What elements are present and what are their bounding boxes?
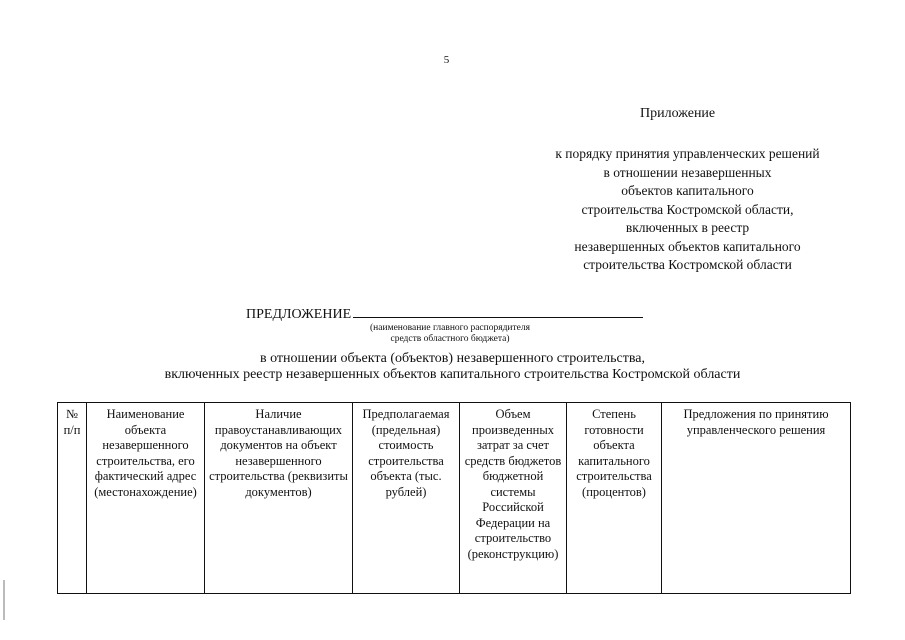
column-header-object-name: Наименование объекта незавершенного строительства, его фактический адрес (местонахождение)	[87, 403, 205, 594]
appendix-line: строительства Костромской области,	[581, 201, 794, 217]
page-number: 5	[443, 54, 450, 66]
fill-in-line	[353, 305, 643, 318]
appendix-line: в отношении незавершенных	[603, 164, 772, 180]
proposal-table	[57, 402, 851, 594]
proposal-heading: ПРЕДЛОЖЕНИЕ	[246, 307, 352, 322]
subtitle-line: в отношении объекта (объектов) незавершенного строительства,	[260, 351, 645, 366]
appendix-description	[500, 145, 875, 275]
appendix-title: Приложение	[640, 106, 716, 121]
table-header-row	[58, 403, 851, 594]
appendix-line: включенных в реестр	[625, 220, 750, 235]
subtitle-line: включенных реестр незавершенных объектов капитального строительства Костромской области	[164, 367, 741, 382]
appendix-line: к порядку принятия управленческих решений	[555, 146, 820, 161]
column-header-expenses: Объем произведенных затрат за счет средств бюджетов бюджетной системы Российской Федерации на строительство (реконструкцию)	[460, 403, 567, 594]
column-header-proposals: Предложения по принятию управленческого решения	[662, 403, 851, 594]
appendix-line: незавершенных объектов капитального	[574, 238, 801, 254]
heading-note	[300, 323, 600, 345]
note-line: (наименование главного распорядителя	[370, 323, 530, 333]
appendix-line: объектов капитального	[621, 183, 754, 198]
column-header-number: № п/п	[58, 403, 87, 594]
note-line: средств областного бюджета)	[390, 334, 510, 344]
column-header-documents: Наличие правоустанавливающих документов на объект незавершенного строительства (реквизиты документов)	[205, 403, 353, 594]
proposal-heading-row	[246, 305, 643, 323]
column-header-readiness: Степень готовности объекта капитального строительства (процентов)	[567, 403, 662, 594]
column-header-estimated-cost: Предполагаемая (предельная) стоимость строительства объекта (тыс. рублей)	[353, 403, 460, 594]
appendix-line: строительства Костромской области	[583, 257, 792, 272]
proposal-subtitle	[70, 351, 835, 383]
scan-edge-mark	[3, 580, 5, 620]
